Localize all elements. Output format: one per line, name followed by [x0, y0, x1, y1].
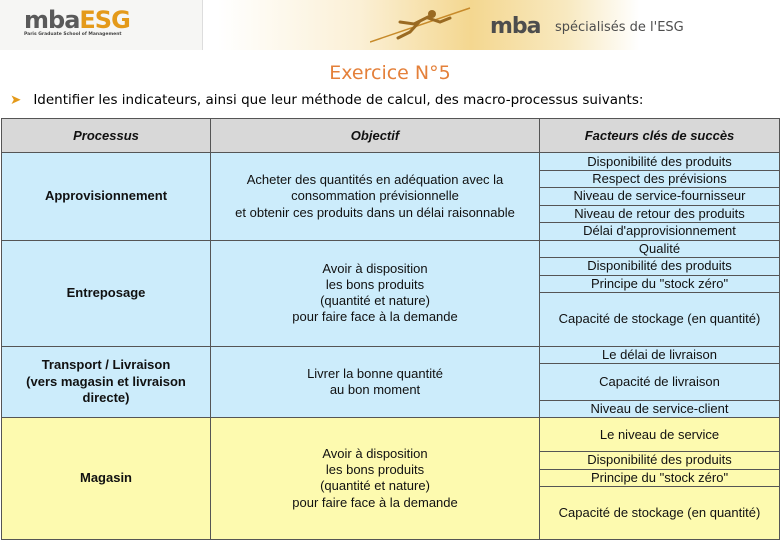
- process-cell: Transport / Livraison (vers magasin et livraison directe): [2, 346, 211, 417]
- table-row: [2, 240, 780, 257]
- factor-cell: Disponibilité des produits: [540, 153, 780, 170]
- factor-cell: Principe du "stock zéro": [540, 469, 780, 486]
- table-row: [2, 153, 780, 170]
- process-cell: Magasin: [2, 417, 211, 539]
- table-header-row: [2, 119, 780, 153]
- factor-cell: Capacité de livraison: [540, 364, 780, 400]
- column-header: Facteurs clés de succès: [540, 119, 780, 153]
- instruction-text: Identifier les indicateurs, ainsi que leur méthode de calcul, des macro-processus suivants:: [33, 92, 644, 108]
- logo-tagline: Paris Graduate School of Management: [24, 32, 122, 37]
- factor-cell: Disponibilité des produits: [540, 452, 780, 469]
- factor-cell: Capacité de stockage (en quantité): [540, 293, 780, 347]
- table-row: [2, 417, 780, 451]
- factor-cell: Disponibilité des produits: [540, 258, 780, 275]
- page-title: Exercice N°5: [329, 62, 451, 84]
- process-table: [1, 118, 780, 540]
- factor-cell: Niveau de service-fournisseur: [540, 188, 780, 205]
- factor-cell: Le délai de livraison: [540, 346, 780, 363]
- objective-cell: Acheter des quantités en adéquation avec la consommation prévisionnelle et obtenir ces produits dans un délai raisonnable: [211, 153, 540, 240]
- objective-cell: Avoir à disposition les bons produits (quantité et nature) pour faire face à la demande: [211, 240, 540, 346]
- table-row: [2, 346, 780, 363]
- factor-cell: Principe du "stock zéro": [540, 275, 780, 292]
- objective-cell: Avoir à disposition les bons produits (quantité et nature) pour faire face à la demande: [211, 417, 540, 539]
- arrow-bullet-icon: ➤: [10, 92, 22, 108]
- factor-cell: Niveau de service-client: [540, 400, 780, 417]
- factor-cell: Le niveau de service: [540, 417, 780, 451]
- brand-text: spécialisés de l'ESG: [555, 20, 684, 35]
- factor-cell: Délai d'approvisionnement: [540, 223, 780, 240]
- logo-wordmark: mbaESG: [24, 6, 130, 34]
- factor-cell: Niveau de retour des produits: [540, 205, 780, 222]
- factor-cell: Respect des prévisions: [540, 170, 780, 187]
- factor-cell: Capacité de stockage (en quantité): [540, 487, 780, 540]
- column-header: Objectif: [211, 119, 540, 153]
- logo[interactable]: [0, 0, 203, 50]
- process-cell: Entreposage: [2, 240, 211, 346]
- instruction: [10, 92, 643, 108]
- column-header: Processus: [2, 119, 211, 153]
- objective-cell: Livrer la bonne quantité au bon moment: [211, 346, 540, 417]
- pole-vaulter-icon: [370, 2, 480, 48]
- factor-cell: Qualité: [540, 240, 780, 257]
- header-banner: [0, 0, 780, 50]
- process-cell: Approvisionnement: [2, 153, 211, 240]
- brand-mba: mba: [490, 14, 541, 39]
